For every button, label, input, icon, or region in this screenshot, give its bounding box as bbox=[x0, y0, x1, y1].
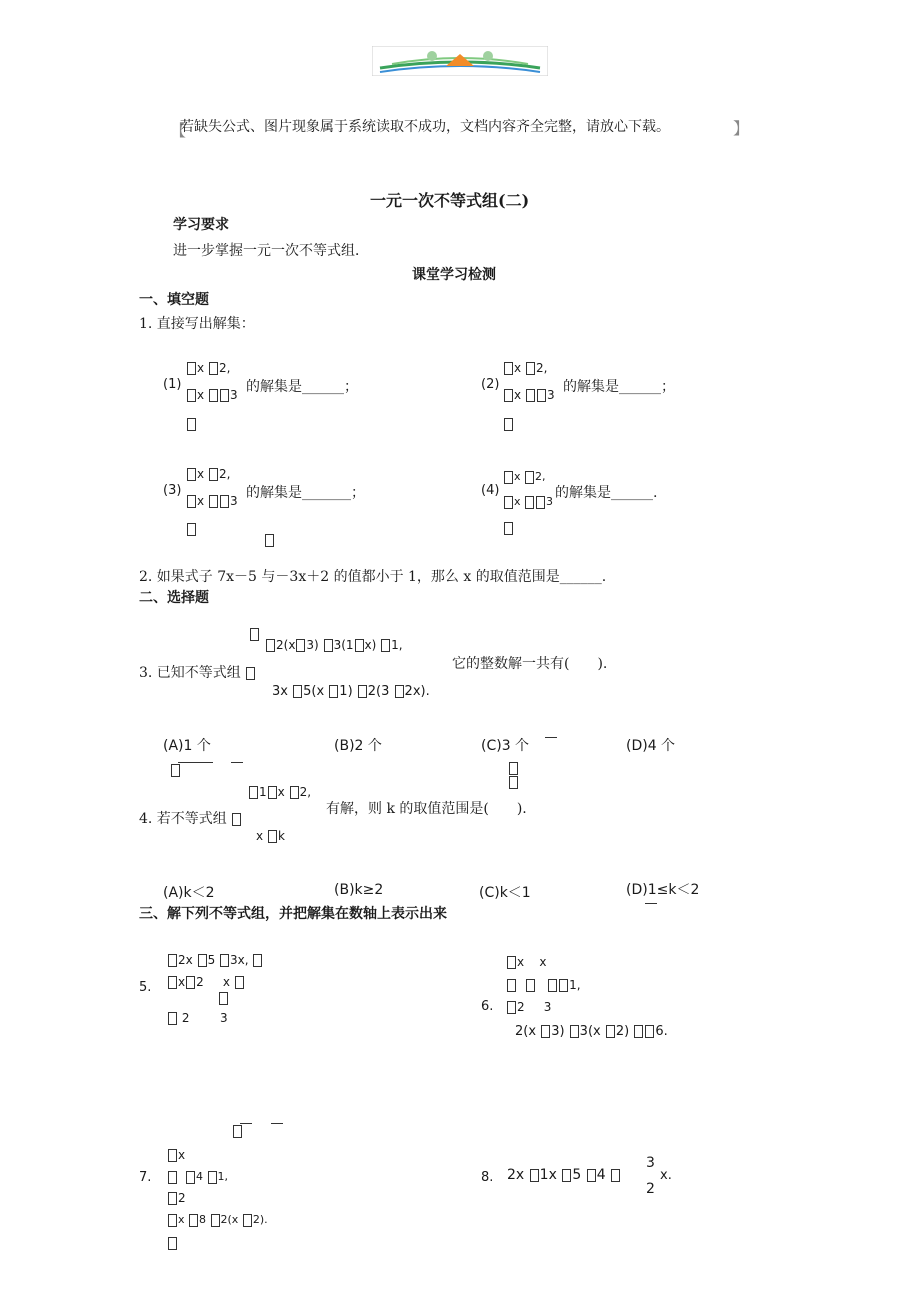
q4-line2: x k bbox=[256, 829, 285, 843]
notice-open-bracket: 【 bbox=[170, 121, 187, 140]
q5-line1: 2x 5 3x, bbox=[167, 953, 263, 967]
q1-part4-line1: x 2, bbox=[503, 470, 546, 484]
section-solve-heading: 三、解下列不等式组，并把解集在数轴上表示出来 bbox=[139, 906, 447, 922]
section-choice-heading: 二、选择题 bbox=[139, 590, 209, 606]
q4-option-a[interactable]: (A)k＜2 bbox=[163, 885, 215, 901]
page-title: 一元一次不等式组(二) bbox=[370, 191, 530, 210]
stray-line bbox=[178, 762, 213, 763]
stray-line bbox=[231, 762, 243, 763]
brace-glyph bbox=[249, 624, 260, 643]
q3-option-c[interactable]: (C)3 个 bbox=[481, 738, 530, 754]
brace-glyph bbox=[167, 1233, 178, 1252]
stray-line bbox=[271, 1123, 283, 1124]
q4-option-c[interactable]: (C)k＜1 bbox=[479, 885, 531, 901]
q3-option-d[interactable]: (D)4 个 bbox=[626, 738, 676, 754]
requirements-text: 进一步掌握一元一次不等式组． bbox=[173, 243, 369, 259]
stray-line bbox=[545, 737, 557, 738]
q6-line4: 2(x 3) 3(x 2) 6. bbox=[515, 1024, 668, 1039]
q1-part3-line2: x 3 bbox=[186, 494, 238, 508]
q6-line3: 2 3 bbox=[506, 1000, 551, 1014]
question-4-stem: 4. 若不等式组 bbox=[139, 808, 242, 828]
q7-line1: x bbox=[167, 1148, 185, 1162]
q5-line3: 2 3 bbox=[167, 1011, 228, 1025]
q8-fraction-numerator: 3 bbox=[646, 1155, 655, 1171]
download-notice: 若缺失公式、图片现象属于系统读取不成功，文档内容齐全完整，请放心下载。 bbox=[180, 119, 670, 135]
q6-line2: 1, bbox=[506, 978, 581, 992]
notice-close-bracket: 】 bbox=[733, 119, 750, 138]
q1-part3-tail: 的解集是_______； bbox=[246, 485, 365, 501]
q6-line1: x x bbox=[506, 955, 546, 969]
q8-expression: 2x 1x 5 4 bbox=[507, 1167, 621, 1183]
q7-line4: x 8 2(x 2). bbox=[167, 1213, 268, 1227]
q4-line1: 1 x 2, bbox=[248, 785, 311, 799]
brace-glyph bbox=[186, 519, 197, 538]
q3-option-b[interactable]: (B)2 个 bbox=[334, 738, 382, 754]
q8-tail: x. bbox=[660, 1168, 672, 1183]
question-4-tail: 有解，则 k 的取值范围是( ). bbox=[326, 801, 527, 817]
stray-glyph bbox=[264, 530, 275, 549]
q7-line2: 4 1, bbox=[167, 1170, 228, 1184]
q3-line2: 3x 5(x 1) 2(3 2x). bbox=[272, 684, 430, 699]
q7-line3: 2 bbox=[167, 1191, 186, 1205]
q1-part3-line1: x 2, bbox=[186, 467, 230, 481]
question-7-number: 7. bbox=[139, 1170, 152, 1185]
section-fill-blank-heading: 一、填空题 bbox=[139, 292, 209, 308]
logo bbox=[372, 46, 548, 76]
check-heading: 课堂学习检测 bbox=[412, 267, 496, 283]
brace-glyph bbox=[186, 414, 197, 433]
stray-line bbox=[240, 1123, 252, 1124]
stray-line bbox=[645, 903, 657, 904]
book-logo-icon bbox=[372, 46, 548, 76]
q1-part2-label: (2) bbox=[481, 377, 500, 392]
question-3-tail: 它的整数解一共有( ). bbox=[452, 656, 608, 672]
question-5-number: 5. bbox=[139, 980, 152, 995]
q4-option-d[interactable]: (D)1≤k＜2 bbox=[626, 882, 700, 898]
question-8-number: 8. bbox=[481, 1170, 494, 1185]
q1-part4-label: (4) bbox=[481, 483, 500, 498]
q4-option-b[interactable]: (B)k≥2 bbox=[334, 882, 384, 898]
question-3-stem: 3. 已知不等式组 bbox=[139, 662, 256, 682]
brace-glyph bbox=[503, 414, 514, 433]
q1-part1-line1: x 2, bbox=[186, 361, 230, 375]
q8-fraction-denominator: 2 bbox=[646, 1181, 655, 1197]
q1-part2-line1: x 2, bbox=[503, 361, 547, 375]
requirements-heading: 学习要求 bbox=[173, 217, 229, 233]
stray-glyph bbox=[218, 988, 229, 1007]
question-6-number: 6. bbox=[481, 999, 494, 1014]
q1-part1-tail: 的解集是______； bbox=[246, 379, 358, 395]
question-1-stem: 1. 直接写出解集： bbox=[139, 316, 255, 332]
q1-part1-line2: x 3 bbox=[186, 388, 238, 402]
q1-part4-tail: 的解集是______. bbox=[555, 485, 658, 501]
stray-glyph bbox=[508, 772, 519, 791]
brace-glyph bbox=[503, 518, 514, 537]
q5-line2: x 2 x bbox=[167, 975, 245, 989]
q1-part2-tail: 的解集是______； bbox=[563, 379, 675, 395]
q3-option-a[interactable]: (A)1 个 bbox=[163, 738, 211, 754]
q3-line1: 2(x 3) 3(1 x) 1, bbox=[265, 638, 403, 652]
q1-part1-label: (1) bbox=[163, 377, 182, 392]
q1-part4-line2: x 3 bbox=[503, 495, 553, 509]
q1-part3-label: (3) bbox=[163, 483, 182, 498]
question-2: 2. 如果式子 7x－5 与－3x＋2 的值都小于 1，那么 x 的取值范围是______. bbox=[139, 569, 607, 585]
q1-part2-line2: x 3 bbox=[503, 388, 555, 402]
